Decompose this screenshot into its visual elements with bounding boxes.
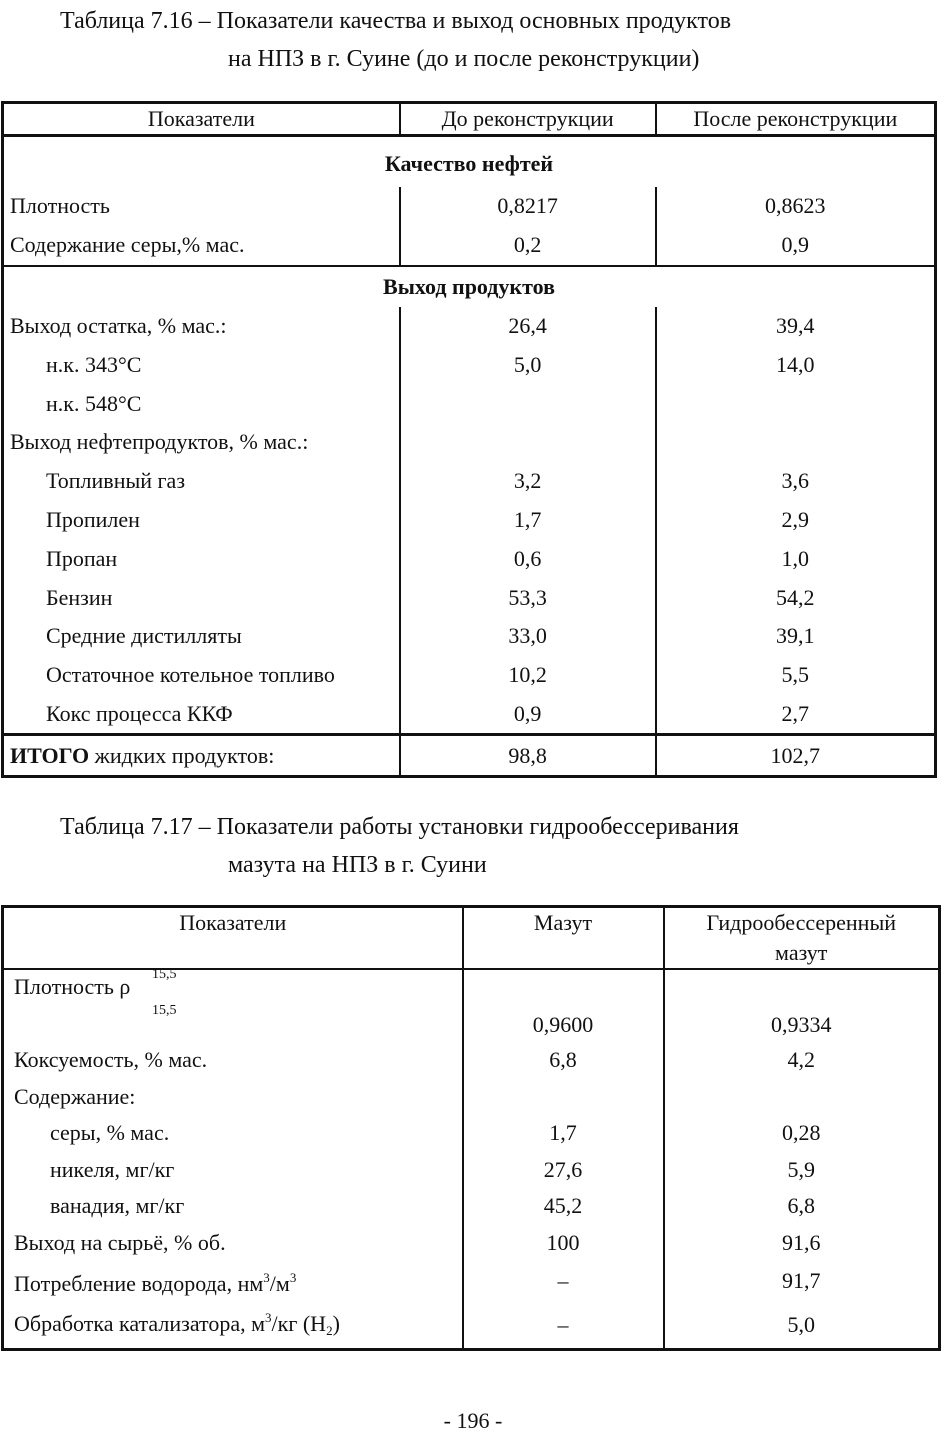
header-indicators: Показатели [3, 103, 400, 136]
table-row [3, 1152, 940, 1189]
catalyst-hydro: 5,0 [664, 1301, 940, 1350]
row-hydro: 91,6 [664, 1225, 940, 1262]
table-row [3, 384, 936, 423]
row-before: 53,3 [400, 578, 656, 617]
catalyst-exp1: 3 [265, 1310, 272, 1325]
row-label: Топливный газ [46, 468, 186, 494]
row-before: 0,9 [400, 695, 656, 735]
table-716 [1, 101, 937, 778]
row-after: 1,0 [656, 539, 936, 578]
caption-line-2: на НПЗ в г. Суине (до и после реконструкции) [228, 46, 700, 72]
row-label: Бензин [46, 584, 113, 610]
catalyst-sub: 2 [326, 1323, 333, 1338]
table-row [3, 1261, 940, 1301]
row-before [400, 423, 656, 462]
row-label: Выход остатка, % мас.: [10, 312, 227, 338]
row-mazut: 45,2 [463, 1188, 664, 1225]
row-mazut: 27,6 [463, 1152, 664, 1189]
row-after: 2,7 [656, 695, 936, 735]
table-row [3, 617, 936, 656]
density-sub: 15,5 [152, 1003, 177, 1018]
catalyst-label-c: ) [332, 1311, 340, 1336]
table-row [3, 501, 936, 540]
density-hydro: 0,9334 [664, 969, 940, 1042]
row-mazut: 1,7 [463, 1115, 664, 1152]
caption-line-1: Таблица 7.16 – Показатели качества и выход основных продуктов [60, 8, 732, 34]
row-hydro: 5,9 [664, 1152, 940, 1189]
hydrogen-hydro: 91,7 [664, 1261, 940, 1301]
table-row [3, 1079, 940, 1116]
row-label: Кокс процесса ККФ [46, 700, 233, 726]
table-row [3, 578, 936, 617]
table-row [3, 307, 936, 346]
catalyst-label-a: Обработка катализатора, м [14, 1311, 266, 1336]
row-label: Остаточное котельное топливо [46, 662, 335, 688]
table-row [3, 1042, 940, 1079]
hydrogen-label [3, 1261, 463, 1301]
row-before: 1,7 [400, 501, 656, 540]
header-before: До реконструкции [400, 103, 656, 136]
caption-line-1: Таблица 7.17 – Показатели работы установки гидрообессеривания [60, 814, 739, 840]
density-label-cell [3, 969, 463, 1042]
table-row [3, 226, 936, 266]
row-label: ванадия, мг/кг [50, 1193, 185, 1219]
row-label: Плотность [10, 193, 110, 219]
row-label: Пропан [46, 545, 118, 571]
page-number: - 196 - [443, 1408, 503, 1433]
header-row [3, 103, 936, 136]
row-label: Содержание: [14, 1083, 136, 1109]
row-label: никеля, мг/кг [50, 1156, 175, 1182]
row-after [656, 384, 936, 423]
table-row [3, 345, 936, 384]
table-row [3, 462, 936, 501]
density-mazut: 0,9600 [463, 969, 664, 1042]
table-row [3, 1225, 940, 1262]
table-row [3, 423, 936, 462]
density-label: Плотность ρ [14, 974, 131, 999]
row-after: 54,2 [656, 578, 936, 617]
total-after: 102,7 [656, 735, 936, 777]
row-before: 33,0 [400, 617, 656, 656]
table-716-caption [0, 2, 946, 78]
row-after [656, 423, 936, 462]
row-label: Выход нефтепродуктов, % мас.: [10, 429, 309, 455]
row-before: 3,2 [400, 462, 656, 501]
total-label-rest: жидких продуктов: [89, 742, 275, 768]
row-hydro: 0,28 [664, 1115, 940, 1152]
header-row [3, 907, 940, 970]
hydrogen-exp2: 3 [289, 1270, 297, 1285]
table-row [3, 539, 936, 578]
hydrogen-exp1: 3 [263, 1270, 270, 1285]
row-after: 2,9 [656, 501, 936, 540]
row-after: 39,4 [656, 307, 936, 346]
row-after: 39,1 [656, 617, 936, 656]
row-label: н.к. 548°С [46, 390, 142, 416]
row-before: 0,8217 [400, 187, 656, 226]
hydrogen-mazut: – [463, 1261, 664, 1301]
table-row [3, 187, 936, 226]
section-product-yield: Выход продуктов [3, 266, 936, 307]
total-before: 98,8 [400, 735, 656, 777]
row-mazut: 6,8 [463, 1042, 664, 1079]
row-mazut: 100 [463, 1225, 664, 1262]
row-after: 3,6 [656, 462, 936, 501]
header-indicators: Показатели [3, 907, 463, 970]
catalyst-label [3, 1301, 463, 1350]
table-row [3, 656, 936, 695]
row-label: Коксуемость, % мас. [14, 1047, 208, 1073]
row-after: 14,0 [656, 345, 936, 384]
row-label: н.к. 343°С [46, 351, 142, 377]
table-717 [1, 905, 941, 1351]
table-row [3, 1301, 940, 1350]
hydrogen-label-b: /м [269, 1271, 290, 1296]
total-row [3, 735, 936, 777]
hydrogen-label-a: Потребление водорода, нм [14, 1271, 264, 1296]
row-label: Содержание серы,% мас. [10, 232, 245, 258]
header-mazut: Мазут [463, 907, 664, 970]
section-oil-quality: Качество нефтей [384, 151, 554, 176]
density-sup: 15,5 [152, 967, 177, 982]
section-row [3, 266, 936, 307]
row-before: 0,6 [400, 539, 656, 578]
catalyst-mazut: – [463, 1301, 664, 1350]
row-before: 0,2 [400, 226, 656, 266]
total-label-bold: ИТОГО [10, 742, 90, 768]
caption-line-2: мазута на НПЗ в г. Суини [228, 852, 487, 878]
table-717-caption [0, 808, 946, 884]
row-hydro: 4,2 [664, 1042, 940, 1079]
section-row [3, 136, 936, 188]
row-label: серы, % мас. [50, 1120, 170, 1146]
row-label: Выход на сырьё, % об. [14, 1229, 226, 1255]
row-mazut [463, 1079, 664, 1116]
row-before: 5,0 [400, 345, 656, 384]
row-label: Пропилен [46, 506, 140, 532]
row-after: 0,8623 [656, 187, 936, 226]
row-before [400, 384, 656, 423]
row-before: 26,4 [400, 307, 656, 346]
row-hydro [664, 1079, 940, 1116]
total-label [3, 735, 400, 777]
catalyst-label-b: /кг (Н [271, 1311, 327, 1336]
table-row [3, 1115, 940, 1152]
table-row [3, 695, 936, 735]
header-hydro-mazut: Гидрообессеренный мазут [664, 907, 940, 970]
table-row [3, 1188, 940, 1225]
header-after: После реконструкции [656, 103, 936, 136]
row-after: 0,9 [656, 226, 936, 266]
row-before: 10,2 [400, 656, 656, 695]
row-hydro: 6,8 [664, 1188, 940, 1225]
table-row [3, 969, 940, 1042]
row-label: Средние дистилляты [46, 623, 242, 649]
row-after: 5,5 [656, 656, 936, 695]
